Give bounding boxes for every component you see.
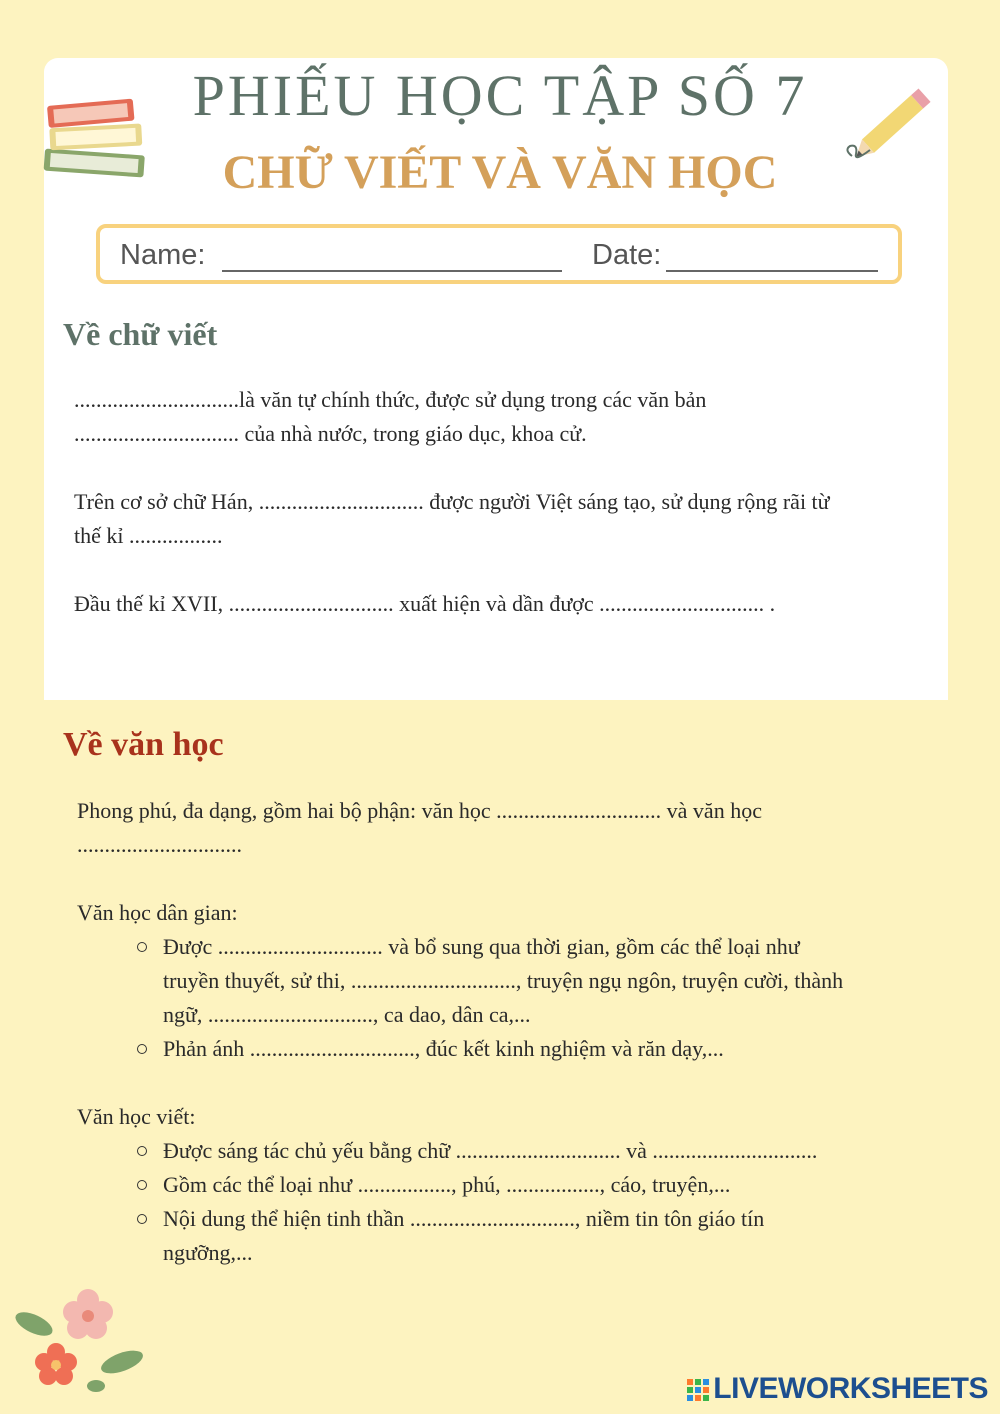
date-label: Date:: [592, 239, 662, 271]
liveworksheets-logo: [687, 1372, 988, 1406]
written-literature-label: Văn học viết:: [77, 1104, 196, 1129]
literature-section-heading: Về văn học: [63, 726, 224, 763]
writing-p2-line1: Trên cơ sở chữ Hán, .............................. được người Việt sáng tạo, sử dụng rộng rãi từ: [74, 489, 830, 514]
flowers-icon: [10, 1286, 150, 1398]
written-literature-list: [137, 1134, 817, 1270]
list-item: [137, 930, 843, 1032]
list-item: [137, 1032, 843, 1066]
writing-p1-line1: ..............................là văn tự chính thức, được sử dụng trong các văn bản: [74, 387, 707, 412]
written-item-2-line1: Gồm các thể loại như ................., phú, ................., cáo, truyện,...: [163, 1172, 731, 1197]
name-date-box: [96, 224, 902, 284]
folk-item-1-line3: ngữ, .............................., ca dao, dân ca,...: [163, 1002, 531, 1027]
worksheet-subtitle: CHỮ VIẾT VÀ VĂN HỌC: [222, 146, 778, 199]
name-label: Name:: [120, 239, 206, 271]
writing-paragraph-1: [74, 383, 706, 451]
writing-p2-line2: thế kỉ .................: [74, 523, 223, 548]
writing-p3-line1: Đầu thế kỉ XVII, .............................. xuất hiện và dần được .............................. .: [74, 591, 776, 616]
writing-p1-line2: .............................. của nhà nước, trong giáo dục, khoa cử.: [74, 421, 587, 446]
list-item: [137, 1202, 817, 1270]
written-item-3-line2: ngưỡng,...: [163, 1240, 253, 1265]
date-field[interactable]: [666, 270, 878, 272]
folk-literature-list: [137, 930, 843, 1066]
folk-literature-label: Văn học dân gian:: [77, 900, 238, 925]
list-item: [137, 1134, 817, 1168]
literature-intro-line1: Phong phú, đa dạng, gồm hai bộ phận: văn học .............................. và văn học: [77, 798, 762, 823]
list-item: [137, 1168, 817, 1202]
folk-item-1-line1: Được .............................. và bổ sung qua thời gian, gồm các thể loại như: [163, 934, 800, 959]
written-item-1-line1: Được sáng tác chủ yếu bằng chữ .............................. và ..............................: [163, 1138, 818, 1163]
brand-name: LIVEWORKSHEETS: [713, 1372, 988, 1405]
folk-item-2-line1: Phản ánh .............................., đúc kết kinh nghiệm và răn dạy,...: [163, 1036, 724, 1061]
folk-item-1-line2: truyền thuyết, sử thi, .............................., truyện ngụ ngôn, truyện cười, thành: [163, 968, 844, 993]
writing-paragraph-2: [74, 485, 830, 553]
literature-intro: [77, 794, 762, 862]
worksheet-title: PHIẾU HỌC TẬP SỐ 7: [192, 63, 808, 128]
written-item-3-line1: Nội dung thể hiện tinh thần .............................., niềm tin tôn giáo tín: [163, 1206, 765, 1231]
name-field[interactable]: [222, 270, 562, 272]
writing-section-heading: Về chữ viết: [63, 316, 218, 352]
writing-paragraph-3: [74, 587, 775, 621]
liveworksheets-mark-icon: [687, 1379, 709, 1401]
literature-intro-line2: ..............................: [77, 832, 242, 857]
